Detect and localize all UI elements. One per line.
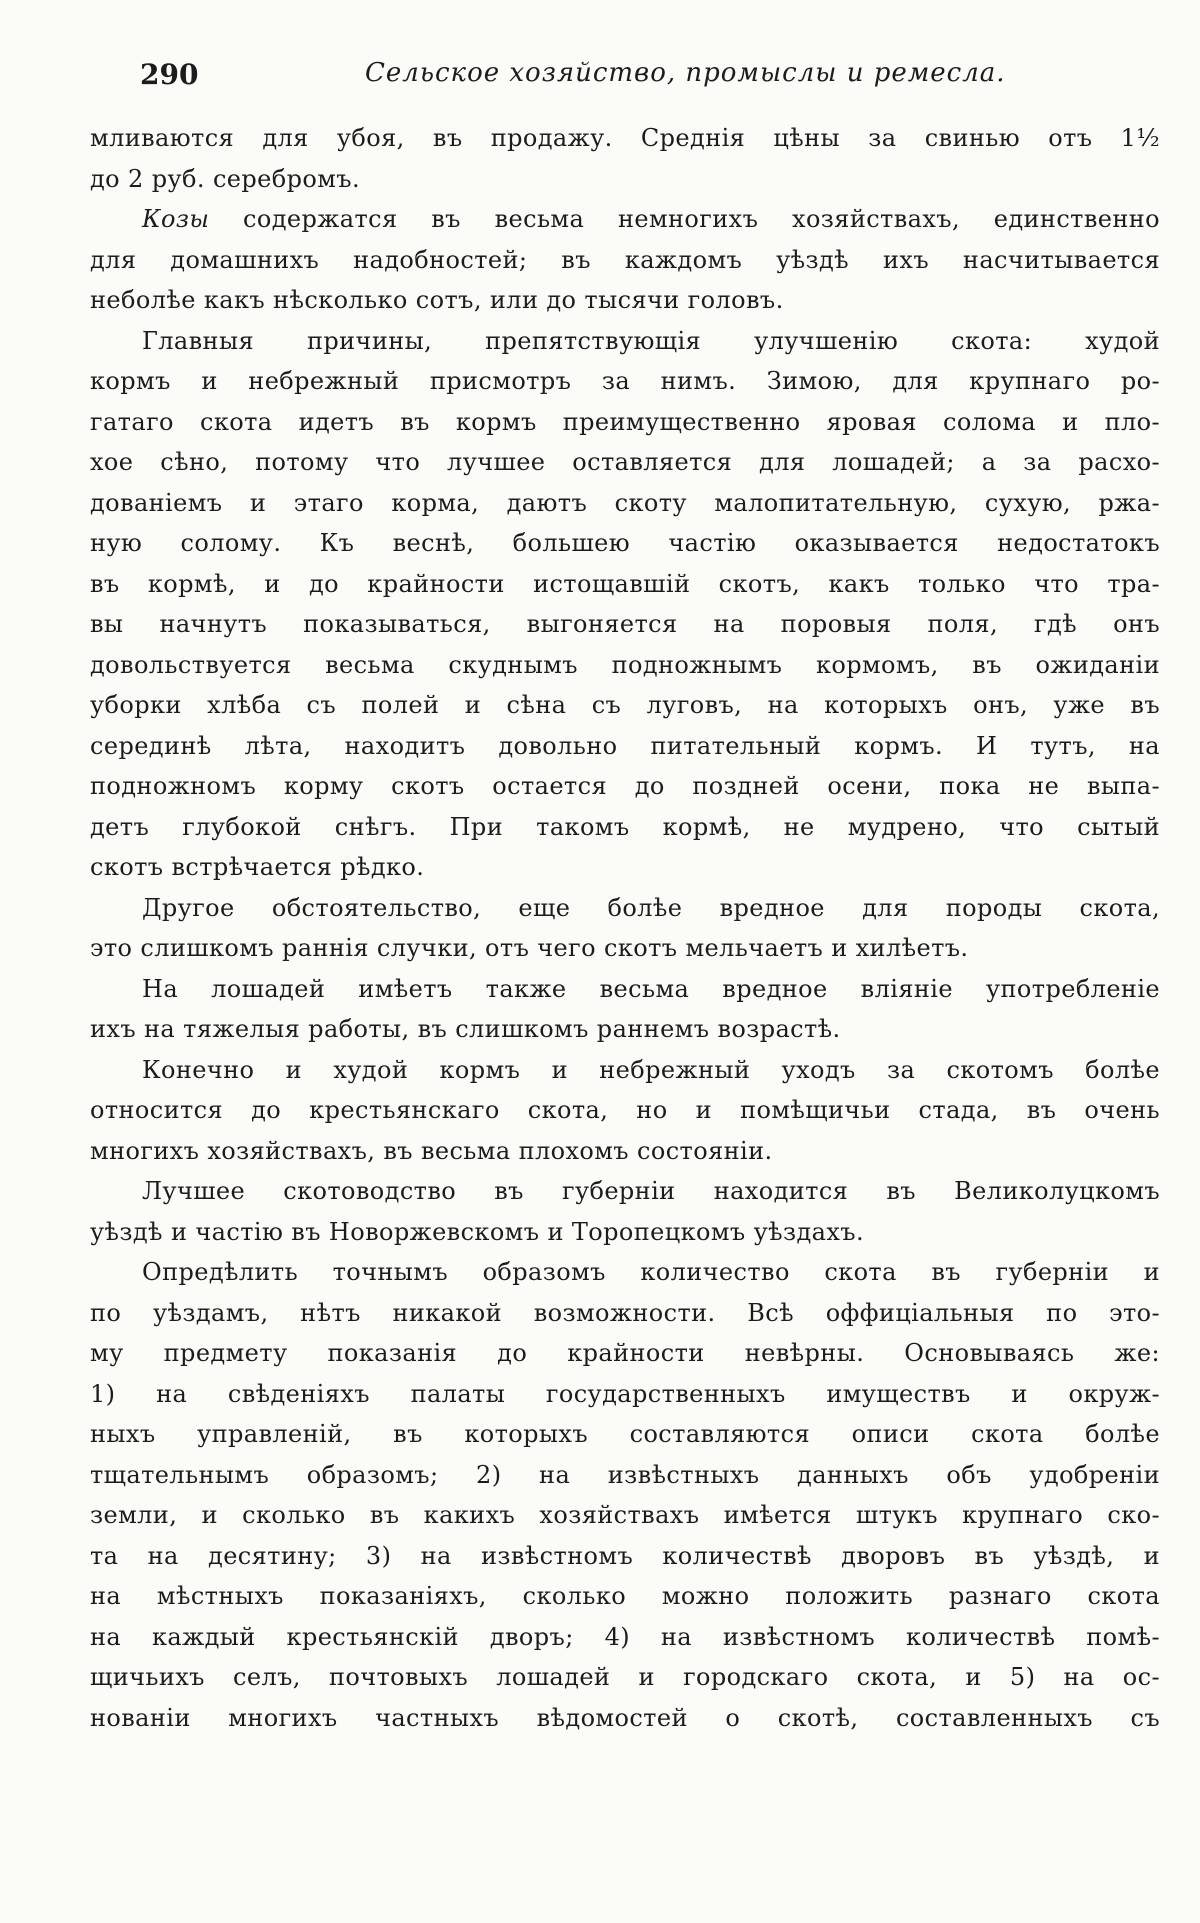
text-line (90, 1171, 1160, 1212)
text-line (90, 199, 1160, 240)
line-text: та на десятину; 3) на извѣстномъ количествѣ дворовъ въ уѣздѣ, и (90, 1541, 1160, 1570)
line-text: на мѣстныхъ показаніяхъ, сколько можно положить разнаго скота (90, 1582, 1160, 1610)
text-line (90, 118, 1160, 159)
text-line (90, 1333, 1160, 1374)
line-text: Конечно и худой кормъ и небрежный уходъ за скотомъ болѣе (142, 1055, 1160, 1084)
text-line (90, 604, 1160, 645)
text-line (90, 564, 1160, 605)
line-text: до 2 руб. серебромъ. (90, 164, 360, 193)
text-line (90, 1050, 1160, 1091)
text-line (90, 1212, 1160, 1253)
line-text: Лучшее скотоводство въ губерніи находится въ Великолуцкомъ (142, 1177, 1160, 1205)
text-line (90, 1293, 1160, 1334)
line-text: земли, и сколько въ какихъ хозяйствахъ имѣется штукъ крупнаго ско- (90, 1501, 1160, 1529)
text-line (90, 847, 1160, 888)
line-text: серединѣ лѣта, находитъ довольно питательный кормъ. И тутъ, на (90, 731, 1160, 760)
line-text: подножномъ корму скотъ остается до поздней осени, пока не выпа- (90, 772, 1160, 800)
text-line (90, 523, 1160, 564)
text-line (90, 442, 1160, 483)
text-line (90, 1698, 1160, 1739)
line-text: ныхъ управленій, въ которыхъ составляются описи скота болѣе (90, 1420, 1160, 1448)
text-line (90, 1414, 1160, 1455)
line-text: гатаго скота идетъ въ кормъ преимущественно яровая солома и пло- (90, 407, 1160, 436)
text-line (90, 645, 1160, 686)
text-line (90, 969, 1160, 1010)
text-line (90, 1657, 1160, 1698)
text-line (90, 159, 1160, 200)
line-text: Опредѣлить точнымъ образомъ количество скота въ губерніи и (142, 1258, 1160, 1286)
line-text: дованіемъ и этаго корма, даютъ скоту малопитательную, сухую, ржа- (90, 488, 1160, 517)
text-line (90, 1536, 1160, 1577)
line-text: это слишкомъ раннія случки, отъ чего скотъ мельчаетъ и хилѣетъ. (90, 934, 969, 962)
line-text: му предмету показанія до крайности невѣрны. Основываясь же: (90, 1339, 1160, 1367)
text-line (90, 1009, 1160, 1050)
line-text: уѣздѣ и частію въ Новоржевскомъ и Торопецкомъ уѣздахъ. (90, 1217, 864, 1246)
text-line (90, 240, 1160, 281)
line-text: тщательнымъ образомъ; 2) на извѣстныхъ данныхъ объ удобреніи (90, 1460, 1160, 1489)
line-text: многихъ хозяйствахъ, въ весьма плохомъ состояніи. (90, 1136, 773, 1165)
text-line (90, 726, 1160, 767)
italic-word: Козы (142, 205, 210, 233)
line-text: вы начнутъ показываться, выгоняется на поровыя поля, гдѣ онъ (90, 610, 1160, 638)
text-line (90, 1090, 1160, 1131)
line-text: Другое обстоятельство, еще болѣе вредное для породы скота, (142, 893, 1160, 922)
line-text: На лошадей имѣетъ также весьма вредное вліяніе употребленіе (142, 974, 1160, 1003)
line-text: на каждый крестьянскій дворъ; 4) на извѣстномъ количествѣ помѣ- (90, 1622, 1160, 1651)
line-text: неболѣе какъ нѣсколько сотъ, или до тысячи головъ. (90, 286, 784, 314)
text-line (90, 1374, 1160, 1415)
line-text: хое сѣно, потому что лучшее оставляется для лошадей; а за расхо- (90, 448, 1160, 476)
text-line (90, 888, 1160, 929)
text-line (90, 483, 1160, 524)
page-header (90, 48, 1160, 108)
line-text: содержатся въ весьма немногихъ хозяйствахъ, единственно (209, 205, 1160, 233)
line-text: Главныя причины, препятствующія улучшенію скота: худой (142, 326, 1160, 355)
line-text: кормъ и небрежный присмотръ за нимъ. Зимою, для крупнаго ро- (90, 367, 1160, 395)
text-line (90, 1495, 1160, 1536)
text-line (90, 1576, 1160, 1617)
text-line (90, 321, 1160, 362)
line-text: щичьихъ селъ, почтовыхъ лошадей и городскаго скота, и 5) на ос- (90, 1663, 1160, 1691)
running-title: Сельское хозяйство, промыслы и ремесла. (365, 58, 1006, 88)
text-line (90, 280, 1160, 321)
line-text: для домашнихъ надобностей; въ каждомъ уѣздѣ ихъ насчитывается (90, 245, 1160, 274)
body-text (90, 118, 1160, 1738)
line-text: по уѣздамъ, нѣтъ никакой возможности. Всѣ оффиціальныя по это- (90, 1298, 1160, 1327)
text-line (90, 1617, 1160, 1658)
text-line (90, 685, 1160, 726)
text-line (90, 1252, 1160, 1293)
line-text: мливаются для убоя, въ продажу. Среднія цѣны за свинью отъ 1½ (90, 124, 1160, 152)
line-text: довольствуется весьма скуднымъ подножнымъ кормомъ, въ ожиданіи (90, 650, 1160, 679)
page-number: 290 (140, 58, 199, 91)
text-line (90, 1131, 1160, 1172)
text-line (90, 766, 1160, 807)
line-text: уборки хлѣба съ полей и сѣна съ луговъ, на которыхъ онъ, уже въ (90, 691, 1160, 719)
text-line (90, 361, 1160, 402)
line-text: детъ глубокой снѣгъ. При такомъ кормѣ, не мудрено, что сытый (90, 812, 1160, 841)
text-line (90, 402, 1160, 443)
line-text: относится до крестьянскаго скота, но и помѣщичьи стада, въ очень (90, 1096, 1160, 1124)
line-text: ихъ на тяжелыя работы, въ слишкомъ раннемъ возрастѣ. (90, 1015, 841, 1043)
line-text: въ кормѣ, и до крайности истощавшій скотъ, какъ только что тра- (90, 569, 1160, 598)
line-text: нованіи многихъ частныхъ вѣдомостей о скотѣ, составленныхъ съ (90, 1703, 1160, 1732)
text-line (90, 1455, 1160, 1496)
line-text: скотъ встрѣчается рѣдко. (90, 853, 425, 881)
text-line (90, 807, 1160, 848)
line-text: ную солому. Къ веснѣ, большею частію оказывается недостатокъ (90, 529, 1160, 557)
text-line (90, 928, 1160, 969)
line-text: 1) на свѣденіяхъ палаты государственныхъ имуществъ и окруж- (90, 1379, 1160, 1408)
